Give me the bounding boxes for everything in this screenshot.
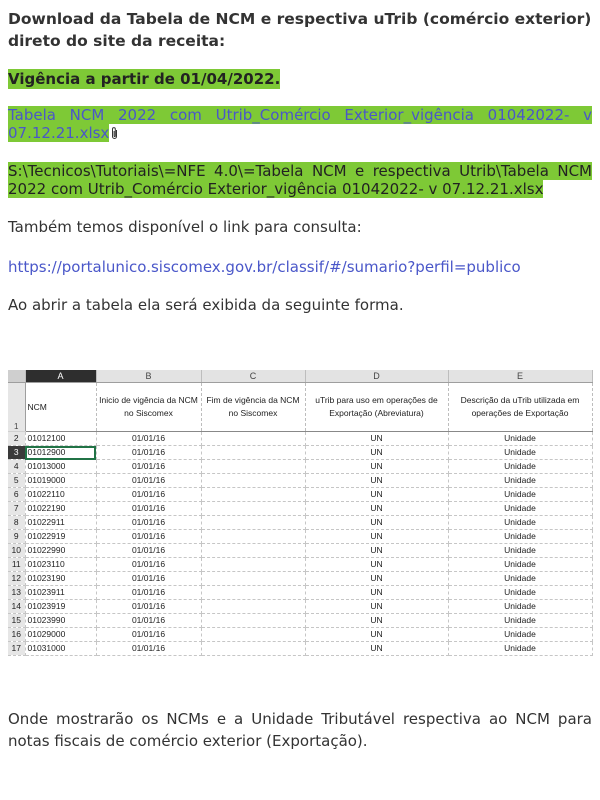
inicio-cell[interactable]: 01/01/16 [96,502,201,516]
descricao-cell[interactable]: Unidade [448,488,592,502]
row-number[interactable]: 8 [8,516,25,530]
row-number[interactable]: 3 [8,446,25,460]
row-number[interactable]: 4 [8,460,25,474]
col-header-a[interactable]: A [25,370,96,383]
fim-cell[interactable] [201,446,305,460]
table-row [8,628,592,642]
inicio-cell[interactable]: 01/01/16 [96,446,201,460]
col-header-c[interactable]: C [201,370,305,383]
table-row [8,460,592,474]
vigencia-text: Vigência a partir de 01/04/2022. [8,70,281,88]
paperclip-icon[interactable] [110,126,119,140]
table-row [8,446,592,460]
siscomex-link[interactable]: https://portalunico.siscomex.gov.br/classif/#/sumario?perfil=publico [8,258,521,276]
fim-cell[interactable] [201,614,305,628]
fim-cell[interactable] [201,488,305,502]
fim-cell[interactable] [201,544,305,558]
utrib-cell[interactable]: UN [305,488,448,502]
ncm-cell[interactable]: 01022110 [25,488,96,502]
ncm-cell[interactable]: 01012100 [25,432,96,446]
utrib-cell[interactable]: UN [305,516,448,530]
row-number[interactable]: 17 [8,642,25,656]
col-header-d[interactable]: D [305,370,448,383]
fim-cell[interactable] [201,558,305,572]
ncm-cell[interactable]: 01022919 [25,530,96,544]
descricao-cell[interactable]: Unidade [448,614,592,628]
row-number[interactable]: 12 [8,572,25,586]
table-row [8,614,592,628]
file-link-text[interactable]: Tabela NCM 2022 com Utrib_Comércio Exterior_vigência 01042022- v 07.12.21.xlsx [8,106,592,142]
row-number[interactable]: 14 [8,600,25,614]
fim-cell[interactable] [201,628,305,642]
row-number[interactable]: 11 [8,558,25,572]
descricao-cell[interactable]: Unidade [448,600,592,614]
fim-cell[interactable] [201,474,305,488]
vigencia-note [8,68,592,90]
fim-cell[interactable] [201,516,305,530]
spreadsheet-screenshot [8,370,592,656]
inicio-cell[interactable]: 01/01/16 [96,544,201,558]
descricao-cell[interactable]: Unidade [448,446,592,460]
utrib-cell[interactable]: UN [305,628,448,642]
inicio-cell[interactable]: 01/01/16 [96,600,201,614]
file-path-text: S:\Tecnicos\Tutoriais\=NFE 4.0\=Tabela NCM e respectiva Utrib\Tabela NCM 2022 com Utrib_Comércio Exterior_vigência 01042022- v 07.12.21.xlsx [8,162,592,198]
row-number[interactable]: 13 [8,586,25,600]
row-number[interactable]: 15 [8,614,25,628]
col-header-e[interactable]: E [448,370,592,383]
ncm-cell[interactable]: 01022990 [25,544,96,558]
ncm-cell[interactable]: 01012900 [25,446,96,460]
table-row [8,432,592,446]
utrib-cell[interactable]: UN [305,502,448,516]
row-number[interactable]: 2 [8,432,25,446]
table-row [8,586,592,600]
table-row [8,642,592,656]
fim-cell[interactable] [201,572,305,586]
utrib-cell[interactable]: UN [305,614,448,628]
descricao-cell[interactable]: Unidade [448,628,592,642]
table-intro: Ao abrir a tabela ela será exibida da seguinte forma. [8,296,404,314]
inicio-cell[interactable]: 01/01/16 [96,516,201,530]
header-ncm[interactable]: NCM [25,383,96,432]
descricao-cell[interactable]: Unidade [448,586,592,600]
utrib-cell[interactable]: UN [305,432,448,446]
descricao-cell[interactable]: Unidade [448,474,592,488]
table-row [8,600,592,614]
row-number[interactable]: 10 [8,544,25,558]
ncm-cell[interactable]: 01023990 [25,614,96,628]
header-utrib[interactable]: uTrib para uso em operações de Exportação (Abreviatura) [305,383,448,432]
inicio-cell[interactable]: 01/01/16 [96,488,201,502]
row-number[interactable]: 1 [8,383,25,432]
utrib-cell[interactable]: UN [305,586,448,600]
ncm-cell[interactable]: 01023919 [25,600,96,614]
row-number[interactable]: 7 [8,502,25,516]
table-row [8,572,592,586]
closing-text: Onde mostrarão os NCMs e a Unidade Tributável respectiva ao NCM para notas fiscais de comércio exterior (Exportação). [8,710,592,750]
inicio-cell[interactable]: 01/01/16 [96,432,201,446]
ncm-cell[interactable]: 01023110 [25,558,96,572]
utrib-cell[interactable]: UN [305,530,448,544]
descricao-cell[interactable]: Unidade [448,530,592,544]
ncm-cell[interactable]: 01029000 [25,628,96,642]
row-number[interactable]: 5 [8,474,25,488]
descricao-cell[interactable]: Unidade [448,558,592,572]
inicio-cell[interactable]: 01/01/16 [96,642,201,656]
row-number[interactable]: 9 [8,530,25,544]
ncm-cell[interactable]: 01013000 [25,460,96,474]
table-row [8,516,592,530]
fim-cell[interactable] [201,530,305,544]
utrib-cell[interactable]: UN [305,446,448,460]
inicio-cell[interactable]: 01/01/16 [96,530,201,544]
row-number[interactable]: 16 [8,628,25,642]
col-header-b[interactable]: B [96,370,201,383]
header-descricao[interactable]: Descrição da uTrib utilizada em operações de Exportação [448,383,592,432]
table-row [8,488,592,502]
utrib-cell[interactable]: UN [305,642,448,656]
table-row [8,530,592,544]
descricao-cell[interactable]: Unidade [448,432,592,446]
table-row [8,544,592,558]
table-row [8,558,592,572]
utrib-cell[interactable]: UN [305,544,448,558]
header-fim[interactable]: Fim de vigência da NCM no Siscomex [201,383,305,432]
descricao-cell[interactable]: Unidade [448,544,592,558]
descricao-cell[interactable]: Unidade [448,460,592,474]
file-path [8,162,592,198]
utrib-cell[interactable]: UN [305,572,448,586]
fim-cell[interactable] [201,586,305,600]
inicio-cell[interactable]: 01/01/16 [96,614,201,628]
fim-cell[interactable] [201,600,305,614]
inicio-cell[interactable]: 01/01/16 [96,572,201,586]
descricao-cell[interactable]: Unidade [448,642,592,656]
ncm-cell[interactable]: 01022190 [25,502,96,516]
inicio-cell[interactable]: 01/01/16 [96,460,201,474]
utrib-cell[interactable]: UN [305,558,448,572]
utrib-cell[interactable]: UN [305,474,448,488]
ncm-cell[interactable]: 01022911 [25,516,96,530]
table-row [8,474,592,488]
utrib-cell[interactable]: UN [305,600,448,614]
inicio-cell[interactable]: 01/01/16 [96,558,201,572]
fim-cell[interactable] [201,432,305,446]
inicio-cell[interactable]: 01/01/16 [96,628,201,642]
ncm-cell[interactable]: 01031000 [25,642,96,656]
ncm-cell[interactable]: 01019000 [25,474,96,488]
fim-cell[interactable] [201,502,305,516]
header-inicio[interactable]: Inicio de vigência da NCM no Siscomex [96,383,201,432]
fim-cell[interactable] [201,460,305,474]
descricao-cell[interactable]: Unidade [448,502,592,516]
ncm-cell[interactable]: 01023190 [25,572,96,586]
page-title: Download da Tabela de NCM e respectiva uTrib (comércio exterior) direto do site da receita: [8,10,592,50]
inicio-cell[interactable]: 01/01/16 [96,474,201,488]
inicio-cell[interactable]: 01/01/16 [96,586,201,600]
file-download-link[interactable] [8,106,592,142]
table-row [8,502,592,516]
ncm-cell[interactable]: 01023911 [25,586,96,600]
fim-cell[interactable] [201,642,305,656]
descricao-cell[interactable]: Unidade [448,572,592,586]
row-number[interactable]: 6 [8,488,25,502]
link-intro: Também temos disponível o link para consulta: [8,218,362,236]
utrib-cell[interactable]: UN [305,460,448,474]
descricao-cell[interactable]: Unidade [448,516,592,530]
sheet-corner[interactable] [8,370,25,383]
